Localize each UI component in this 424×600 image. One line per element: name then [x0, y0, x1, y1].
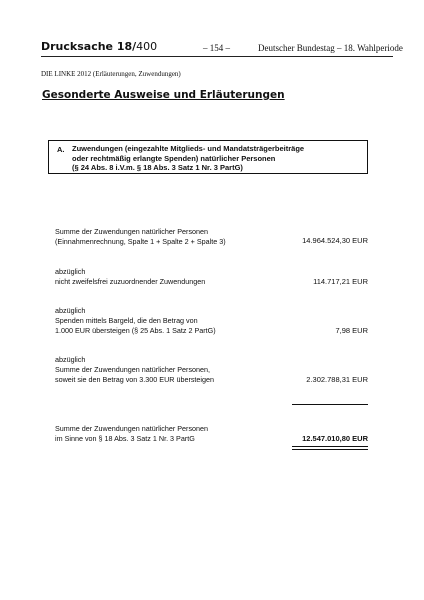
item-donations-over-threshold — [55, 355, 214, 385]
section-box — [48, 140, 368, 174]
item-line: nicht zweifelsfrei zuzuordnender Zuwendungen — [55, 277, 206, 286]
item-amount: 7,98 EUR — [335, 326, 368, 335]
section-heading-line: (§ 24 Abs. 8 i.V.m. § 18 Abs. 3 Satz 1 Nr. 3 PartG) — [72, 163, 243, 173]
item-amount: 14.964.524,30 EUR — [302, 236, 368, 245]
total-underline-lower — [292, 449, 368, 450]
section-letter: A. — [57, 145, 65, 154]
section-label: DIE LINKE 2012 (Erläuterungen, Zuwendungen) — [41, 70, 181, 78]
item-line: soweit sie den Betrag von 3.300 EUR übersteigen — [55, 375, 215, 384]
page-title: Gesonderte Ausweise und Erläuterungen — [42, 89, 285, 101]
item-line: Summe der Zuwendungen natürlicher Personen — [55, 424, 209, 433]
item-unassignable-donations — [55, 267, 205, 287]
section-heading-line: Zuwendungen (eingezahlte Mitglieds- und Mandatsträgerbeiträge — [72, 144, 305, 153]
item-resulting-donations — [55, 424, 208, 444]
item-amount: 114.717,21 EUR — [313, 277, 368, 286]
publication-label: Drucksache 18/ — [41, 40, 137, 53]
item-amount-total: 12.547.010,80 EUR — [302, 434, 368, 443]
section-heading — [72, 144, 304, 173]
page-number: – 154 – — [203, 43, 230, 53]
header-rule — [41, 56, 393, 57]
publication-number: 400 — [136, 40, 158, 53]
section-heading-line: oder rechtmäßig erlangte Spenden) natürlicher Personen — [72, 153, 276, 163]
item-amount: 2.302.788,31 EUR — [306, 375, 368, 384]
item-line: abzüglich — [55, 306, 86, 315]
item-total-donations — [55, 227, 226, 247]
item-line: abzüglich — [55, 267, 86, 276]
total-underline-upper — [292, 446, 368, 447]
item-line: abzüglich — [55, 355, 86, 364]
item-cash-donations — [55, 306, 216, 336]
item-line: Summe der Zuwendungen natürlicher Personen, — [55, 365, 211, 374]
parliament-label: Deutscher Bundestag – 18. Wahlperiode — [258, 43, 403, 53]
item-line: 1.000 EUR übersteigen (§ 25 Abs. 1 Satz 2 PartG) — [55, 326, 216, 335]
item-line: im Sinne von § 18 Abs. 3 Satz 1 Nr. 3 PartG — [55, 434, 195, 443]
item-line: (Einnahmenrechnung, Spalte 1 + Spalte 2 + Spalte 3) — [55, 237, 226, 246]
subtotal-rule — [292, 404, 368, 405]
item-line: Summe der Zuwendungen natürlicher Personen — [55, 227, 209, 236]
publication-reference — [41, 41, 157, 53]
item-line: Spenden mittels Bargeld, die den Betrag von — [55, 316, 198, 325]
